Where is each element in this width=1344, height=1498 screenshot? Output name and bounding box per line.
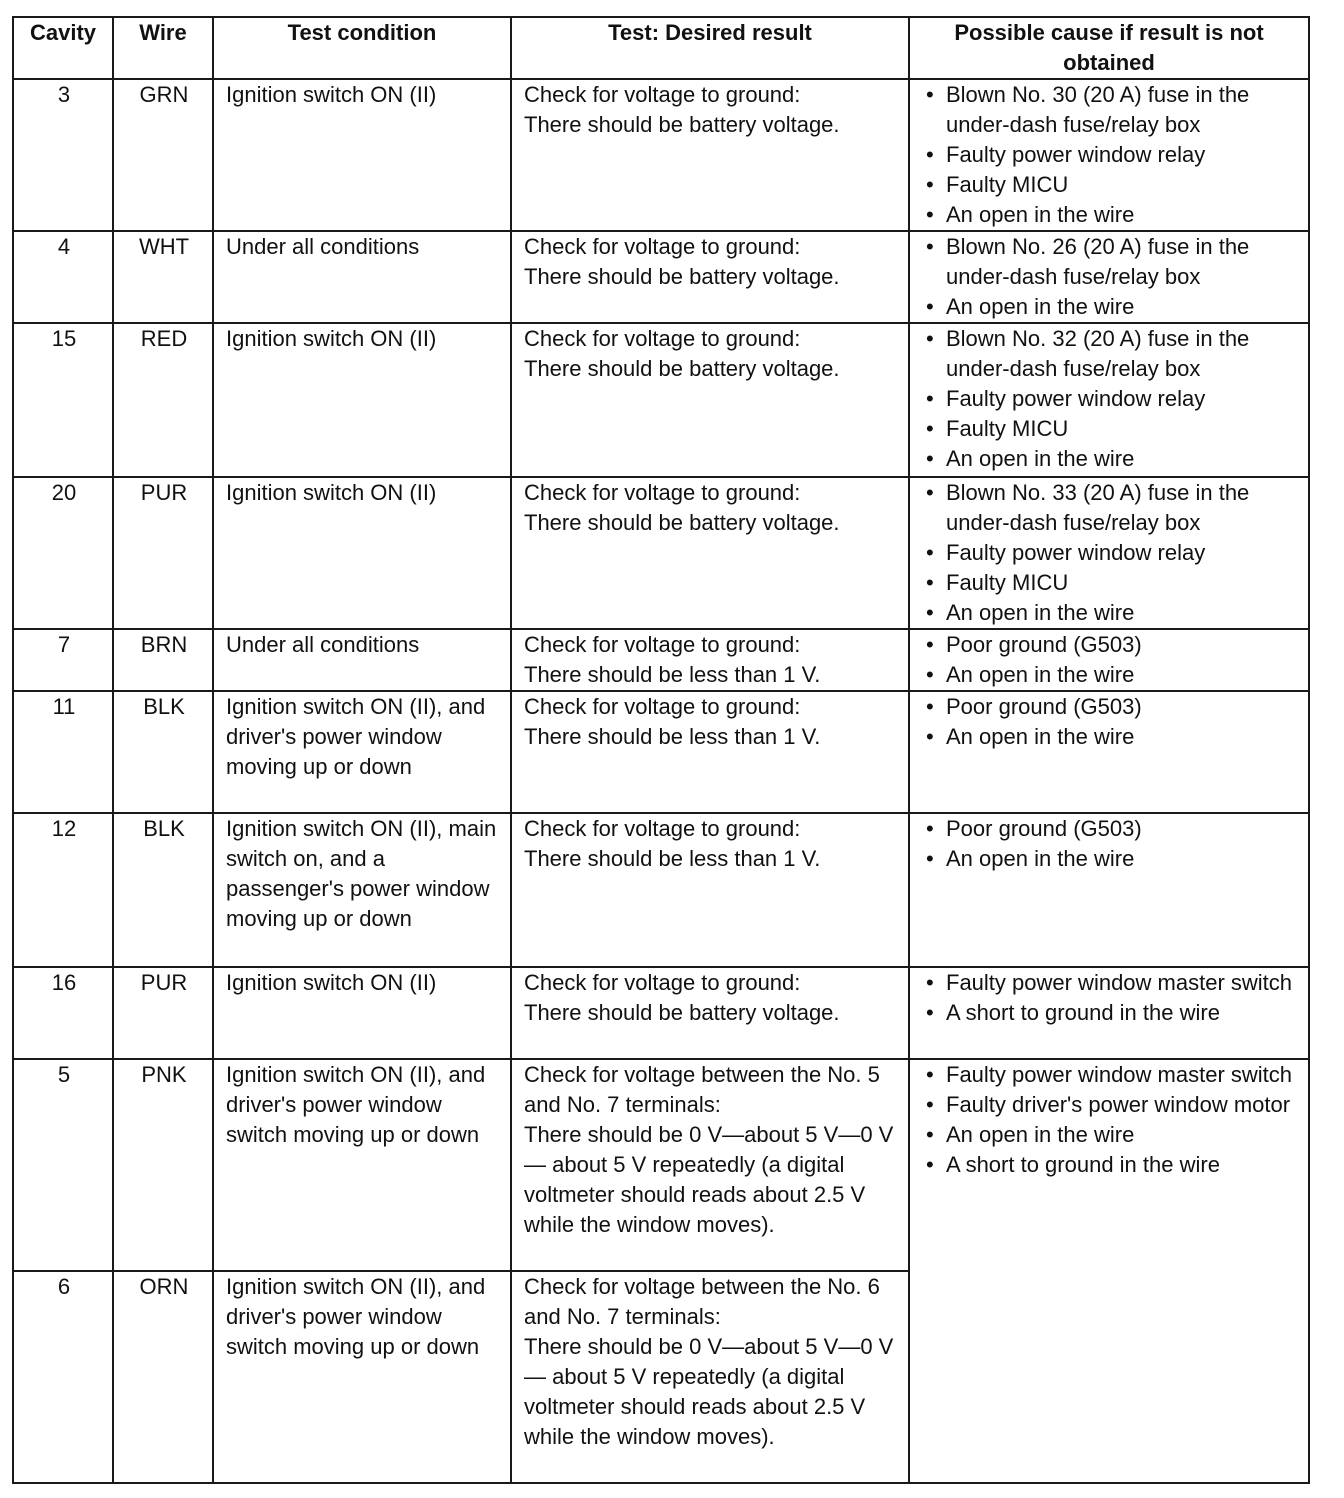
cause-item: • Blown No. 30 (20 A) fuse in the under-dash fuse/relay box [922, 80, 1298, 140]
table-row [13, 629, 1309, 691]
wire-color-cell: RED [113, 323, 213, 477]
cavity-cell: 5 [13, 1059, 113, 1271]
test-condition-cell [213, 813, 511, 967]
table-row [13, 691, 1309, 813]
cause-item: • A short to ground in the wire [922, 1150, 1298, 1180]
desired-result-text: Check for voltage between the No. 6 and No. 7 terminals: There should be 0 V—about 5 V—0 V— about 5 V repeatedly (a digital voltmeter should reads about 2.5 V while the window moves). [524, 1274, 894, 1449]
test-condition-cell [213, 691, 511, 813]
desired-result-cell [511, 691, 909, 813]
cause-item: • An open in the wire [922, 844, 1298, 874]
desired-result-text: Check for voltage to ground: There should be battery voltage. [524, 234, 840, 289]
cause-item: • Poor ground (G503) [922, 630, 1298, 660]
desired-result-cell [511, 967, 909, 1059]
cavity-cell: 3 [13, 79, 113, 231]
cause-item: • An open in the wire [922, 292, 1298, 322]
wire-color-cell: ORN [113, 1271, 213, 1483]
cause-list [922, 478, 1298, 628]
cause-item: • An open in the wire [922, 722, 1298, 752]
cause-item: • Faulty power window relay [922, 140, 1298, 170]
cause-list [922, 80, 1298, 230]
cause-list [922, 630, 1298, 690]
cause-item: • A short to ground in the wire [922, 998, 1298, 1028]
wire-color-cell: PUR [113, 477, 213, 629]
cause-item: • Faulty driver's power window motor [922, 1090, 1298, 1120]
test-condition-text: Ignition switch ON (II) [226, 480, 437, 505]
cause-item: • Faulty power window relay [922, 538, 1298, 568]
cause-list [922, 814, 1298, 874]
table-row [13, 231, 1309, 323]
test-condition-text: Ignition switch ON (II) [226, 82, 437, 107]
possible-cause-cell [909, 1059, 1309, 1483]
test-condition-cell [213, 1059, 511, 1271]
cause-item: • An open in the wire [922, 598, 1298, 628]
desired-result-text: Check for voltage to ground: There should be battery voltage. [524, 480, 840, 535]
cause-item: • Faulty MICU [922, 414, 1298, 444]
test-condition-cell [213, 967, 511, 1059]
cavity-cell: 16 [13, 967, 113, 1059]
cause-item: • Faulty power window master switch [922, 968, 1298, 998]
possible-cause-cell [909, 323, 1309, 477]
desired-result-text: Check for voltage to ground: There should be battery voltage. [524, 326, 840, 381]
cause-item: • Blown No. 33 (20 A) fuse in the under-dash fuse/relay box [922, 478, 1298, 538]
test-condition-text: Ignition switch ON (II), main switch on, and a passenger's power window moving up or down [226, 816, 497, 931]
test-condition-text: Ignition switch ON (II), and driver's power window switch moving up or down [226, 1062, 486, 1147]
test-condition-cell [213, 629, 511, 691]
wire-color-cell: WHT [113, 231, 213, 323]
wire-color-cell: PNK [113, 1059, 213, 1271]
cause-item: • Poor ground (G503) [922, 814, 1298, 844]
test-condition-cell [213, 323, 511, 477]
possible-cause-cell [909, 231, 1309, 323]
desired-result-text: Check for voltage to ground: There should be less than 1 V. [524, 632, 821, 687]
cavity-cell: 7 [13, 629, 113, 691]
table-row [13, 477, 1309, 629]
connector-test-sheet [12, 16, 1308, 1484]
test-condition-text: Under all conditions [226, 632, 420, 657]
possible-cause-cell [909, 967, 1309, 1059]
cause-item: • Poor ground (G503) [922, 692, 1298, 722]
desired-result-cell [511, 79, 909, 231]
cause-item: • Faulty MICU [922, 170, 1298, 200]
desired-result-text: Check for voltage between the No. 5 and No. 7 terminals: There should be 0 V—about 5 V—0 V— about 5 V repeatedly (a digital voltmeter should reads about 2.5 V while the window moves). [524, 1062, 894, 1237]
cause-list [922, 1060, 1298, 1180]
cause-list [922, 324, 1298, 474]
table-row [13, 79, 1309, 231]
desired-result-cell [511, 813, 909, 967]
terminal-test-table [12, 16, 1310, 1484]
test-condition-cell [213, 79, 511, 231]
test-condition-cell [213, 1271, 511, 1483]
desired-result-text: Check for voltage to ground: There should be less than 1 V. [524, 816, 821, 871]
desired-result-cell [511, 231, 909, 323]
desired-result-cell [511, 323, 909, 477]
cause-list [922, 968, 1298, 1028]
desired-result-text: Check for voltage to ground: There should be less than 1 V. [524, 694, 821, 749]
test-condition-cell [213, 231, 511, 323]
test-condition-text: Ignition switch ON (II), and driver's power window switch moving up or down [226, 1274, 486, 1359]
cause-item: • Blown No. 26 (20 A) fuse in the under-dash fuse/relay box [922, 232, 1298, 292]
table-row [13, 323, 1309, 477]
header-test-condition: Test condition [213, 17, 511, 79]
desired-result-text: Check for voltage to ground: There should be battery voltage. [524, 82, 840, 137]
cause-item: • An open in the wire [922, 200, 1298, 230]
table-row [13, 967, 1309, 1059]
cavity-cell: 20 [13, 477, 113, 629]
cause-item: • An open in the wire [922, 444, 1298, 474]
table-header-row [13, 17, 1309, 79]
wire-color-cell: GRN [113, 79, 213, 231]
possible-cause-cell [909, 691, 1309, 813]
table-row [13, 813, 1309, 967]
desired-result-text: Check for voltage to ground: There should be battery voltage. [524, 970, 840, 1025]
test-condition-text: Ignition switch ON (II) [226, 970, 437, 995]
desired-result-cell [511, 629, 909, 691]
header-wire: Wire [113, 17, 213, 79]
wire-color-cell: BLK [113, 813, 213, 967]
cause-item: • An open in the wire [922, 1120, 1298, 1150]
possible-cause-cell [909, 477, 1309, 629]
cause-item: • Faulty MICU [922, 568, 1298, 598]
cavity-cell: 15 [13, 323, 113, 477]
cause-item: • Faulty power window master switch [922, 1060, 1298, 1090]
wire-color-cell: BLK [113, 691, 213, 813]
possible-cause-cell [909, 813, 1309, 967]
table-row [13, 1059, 1309, 1271]
test-condition-text: Ignition switch ON (II), and driver's power window moving up or down [226, 694, 486, 779]
header-cavity: Cavity [13, 17, 113, 79]
cavity-cell: 12 [13, 813, 113, 967]
possible-cause-cell [909, 79, 1309, 231]
desired-result-cell [511, 1059, 909, 1271]
desired-result-cell [511, 477, 909, 629]
wire-color-cell: BRN [113, 629, 213, 691]
test-condition-text: Under all conditions [226, 234, 420, 259]
header-possible-cause: Possible cause if result is not obtained [909, 17, 1309, 79]
cause-item: • Blown No. 32 (20 A) fuse in the under-dash fuse/relay box [922, 324, 1298, 384]
cause-list [922, 232, 1298, 322]
cause-item: • An open in the wire [922, 660, 1298, 690]
test-condition-text: Ignition switch ON (II) [226, 326, 437, 351]
header-desired-result: Test: Desired result [511, 17, 909, 79]
test-condition-cell [213, 477, 511, 629]
cavity-cell: 6 [13, 1271, 113, 1483]
wire-color-cell: PUR [113, 967, 213, 1059]
cause-item: • Faulty power window relay [922, 384, 1298, 414]
possible-cause-cell [909, 629, 1309, 691]
cause-list [922, 692, 1298, 752]
cavity-cell: 11 [13, 691, 113, 813]
cavity-cell: 4 [13, 231, 113, 323]
desired-result-cell [511, 1271, 909, 1483]
